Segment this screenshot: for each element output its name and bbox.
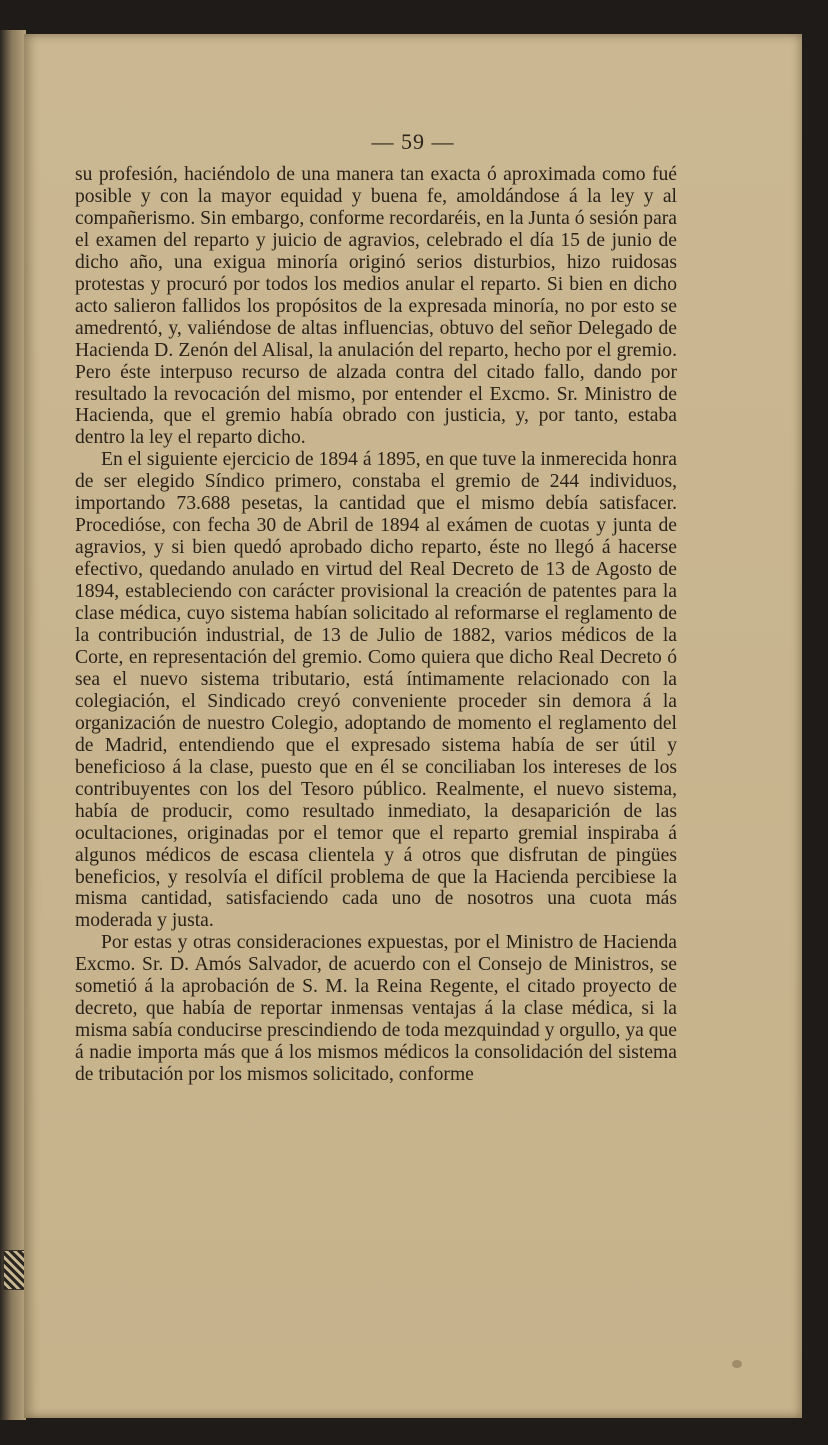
adjacent-page-edge <box>0 30 26 1420</box>
paragraph-3: Por estas y otras consideraciones expuestas, por el Ministro de Hacienda Excmo. Sr. D. Amós Salvador, de acuerdo con el Consejo de Ministros, se sometió á la aprobación de S. M. la Reina Regente, el citado proyecto de decreto, que había de reportar inmensas ventajas á la clase médica, si la misma sabía conducirse prescindiendo de toda mezquindad y orgullo, ya que á nadie importa más que á los mismos médicos la consolidación del sistema de tributación por los mismos solicitado, conforme <box>75 932 677 1086</box>
paper-stain <box>732 1360 742 1368</box>
paragraph-1: su profesión, haciéndolo de una manera tan exacta ó aproximada como fué posible y con la mayor equidad y buena fe, amoldándose á la ley y al compañerismo. Sin embargo, conforme recordaréis, en la Junta ó sesión para el examen del reparto y juicio de agravios, celebrado el día 15 de junio de dicho año, una exigua minoría originó serios disturbios, hizo ruidosas protestas y procuró por todos los medios anular el reparto. Si bien en dicho acto salieron fallidos los propósitos de la expresada minoría, no por esto se amedrentó, y, valiéndose de altas influencias, obtuvo del señor Delegado de Hacienda D. Zenón del Alisal, la anulación del reparto, hecho por el gremio. Pero éste interpuso recurso de alzada contra del citado fallo, dando por resultado la revocación del mismo, por entender el Excmo. Sr. Ministro de Hacienda, que el gremio había obrado con justicia, y, por tanto, estaba dentro la ley el reparto dicho. <box>75 164 677 449</box>
paragraph-2: En el siguiente ejercicio de 1894 á 1895, en que tuve la inmerecida honra de ser elegido Síndico primero, constaba el gremio de 244 individuos, importando 73.688 pesetas, la cantidad que el mismo debía satisfacer. Procedióse, con fecha 30 de Abril de 1894 al exámen de cuotas y junta de agravios, y si bien quedó aprobado dicho reparto, éste no llegó á hacerse efectivo, quedando anulado en virtud del Real Decreto de 13 de Agosto de 1894, estableciendo con carácter provisional la creación de patentes para la clase médica, cuyo sistema habían solicitado al reformarse el reglamento de la contribución industrial, de 13 de Julio de 1882, varios médicos de la Corte, en representación del gremio. Como quiera que dicho Real Decreto ó sea el nuevo sistema tributario, está íntimamente relacionado con la colegiación, el Sindicado creyó conveniente proceder sin demora á la organización de nuestro Colegio, adoptando de momento el reglamento del de Madrid, entendiendo que el expresado sistema había de ser útil y beneficioso á la clase, puesto que en él se conciliaban los intereses de los contribuyentes con los del Tesoro público. Realmente, el nuevo sistema, había de producir, como resultado inmediato, la desaparición de las ocultaciones, originadas por el temor que el reparto gremial inspiraba á algunos médicos de escasa clientela y á otros que disfrutan de pingües beneficios, y resolvía el difícil problema de que la Hacienda percibiese la misma cantidad, satisfaciendo cada uno de nosotros una cuota más moderada y justa. <box>75 449 677 932</box>
page-number: — 59 — <box>371 129 455 154</box>
book-page <box>24 34 802 1418</box>
body-text <box>75 164 677 1086</box>
